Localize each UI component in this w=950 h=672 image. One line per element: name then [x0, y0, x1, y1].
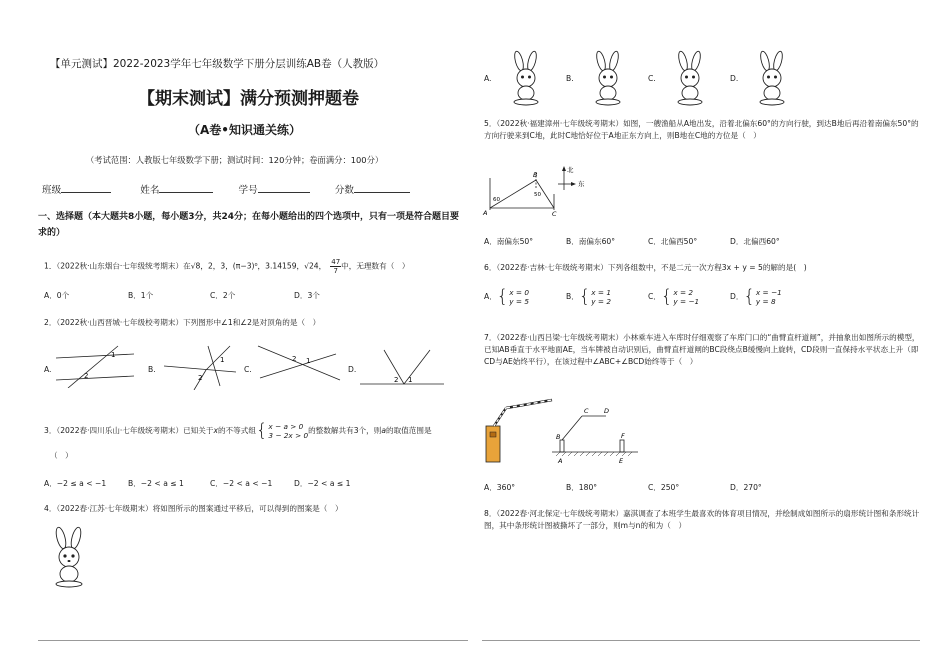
info-fields	[42, 182, 410, 196]
q4-rabbit-a	[513, 50, 538, 105]
q1-option-d[interactable]: D．3个	[294, 291, 320, 300]
q6-b-line2: y = 2	[591, 297, 611, 306]
q3-option-c[interactable]: C．−2 < a < −1	[210, 479, 273, 488]
q1-list: 2，3，(π−3)⁰，3.14159，	[207, 261, 305, 271]
q2-figure-a	[54, 344, 136, 388]
q5-east-label: 东	[578, 180, 585, 188]
q3-stem-d: 的取值范围是	[386, 426, 432, 435]
q5-option-d[interactable]: D．北偏西60°	[730, 237, 780, 246]
q7-label-a: A	[558, 457, 563, 465]
q3-var-x: x	[213, 426, 218, 435]
q2-option-d[interactable]: D.	[348, 365, 357, 374]
question-8: 8．（2022春·河北保定·七年级统考期末）嘉淇调查了本班学生最喜欢的体育项目情况，并绘制成如图所示的扇形统计图和条形统计图，其中条形统计图被撕坏了一部分，则m与n的和为（ ）	[484, 509, 920, 530]
q6-option-b[interactable]: B． { x = 1 y = 2	[566, 286, 611, 307]
left-footer-rule	[38, 640, 468, 641]
q4-option-c[interactable]: C.	[648, 74, 656, 83]
q6-c-label: C．	[648, 292, 661, 301]
q7-option-d[interactable]: D．270°	[730, 483, 762, 492]
q2c-label-2: 2	[292, 355, 297, 363]
q6-d-line2: y = 8	[755, 297, 776, 306]
q3-inequality-system: { x − a > 0 3 − 2x > 0	[255, 420, 309, 441]
q7-option-a[interactable]: A．360°	[484, 483, 516, 492]
q7-gate-post	[486, 426, 500, 462]
q6-option-d[interactable]: D． { x = −1 y = 8	[730, 286, 782, 307]
q1-root24: √24	[304, 261, 319, 271]
q5-figure	[482, 164, 612, 220]
question-6: 6．（2022春·吉林·七年级统考期末）下列各组数中，不是二元一次方程3x + y = 5的解的是( )	[484, 263, 807, 272]
q4-option-d[interactable]: D.	[730, 74, 739, 83]
q3-stem-b: 的不等式组	[217, 426, 256, 435]
q5-option-c[interactable]: C．北偏西50°	[648, 237, 698, 246]
q6-a-label: A．	[484, 292, 497, 301]
q4-option-a[interactable]: A.	[484, 74, 492, 83]
right-footer-rule	[482, 640, 920, 641]
name-blank[interactable]	[159, 183, 213, 193]
q6-d-label: D．	[730, 292, 744, 301]
q3-option-d[interactable]: D．−2 < a ≤ 1	[294, 479, 351, 488]
q6-c-line2: y = −1	[673, 297, 700, 306]
question-3	[44, 421, 432, 441]
q2a-label-1: 1	[111, 351, 116, 359]
q5-north-label: 北	[567, 166, 574, 174]
q7-label-b: B	[556, 433, 561, 441]
q5-angle-60: 60	[493, 197, 500, 203]
q3-stem-c: 的整数解共有3个，则	[308, 426, 382, 435]
q2-option-b[interactable]: B.	[148, 365, 156, 374]
q4-rabbit-b	[595, 50, 620, 105]
question-2: 2．（2022秋·山西晋城·七年级校考期末）下列图形中∠1和∠2是对顶角的是（ ）	[44, 318, 321, 327]
q7-label-d: D	[604, 407, 610, 415]
q4-rabbit-d	[759, 50, 784, 105]
q1-frac-den: 7	[333, 267, 338, 275]
q6-c-line1: x = 2	[673, 288, 694, 297]
q1-root8: √8	[190, 261, 201, 271]
q2d-label-2: 2	[394, 376, 399, 384]
q6-d-line1: x = −1	[755, 288, 782, 297]
q6-a-line1: x = 0	[509, 288, 529, 297]
q2d-label-1: 1	[408, 376, 413, 384]
q6-a-line2: y = 5	[509, 297, 529, 306]
q7-option-b[interactable]: B．180°	[566, 483, 598, 492]
q1-prefix: 1．（2022秋·山东烟台·七年级统考期末）在	[44, 261, 191, 271]
q1-option-b[interactable]: B．1个	[128, 291, 154, 300]
q7-label-e: E	[619, 457, 624, 465]
page-title: 【期末测试】满分预测押题卷	[138, 89, 359, 109]
info-class-label: 班级	[42, 185, 62, 196]
question-7: 7．（2022春·山西吕梁·七年级统考期末）小林乘车进入车库时仔细观察了车库门口的“曲臂直杆道闸”，并抽象出如图所示的模型，已知AB垂直于水平地面AE，当车牌被自动识别后，曲臂直杆道闸的BC段绕点B缓慢向上旋转，CD段则一直保持水平状态上升（即CD与AE始终平行），在该过程中∠ABC+∠BCD始终等于（ ）	[484, 333, 920, 366]
q5-angle-50: 50	[534, 192, 541, 198]
q1-option-a[interactable]: A．0个	[44, 291, 70, 300]
q6-option-c[interactable]: C． { x = 2 y = −1	[648, 286, 700, 307]
q2-figure-c	[256, 344, 344, 384]
q3-option-b[interactable]: B．−2 < a ≤ 1	[128, 479, 184, 488]
id-blank[interactable]	[258, 183, 310, 193]
question-5: 5．（2022秋·福建漳州·七年级统考期末）如图，一艘渔船从A地出发，沿着北偏东60°的方向行驶，到达B地后再沿着南偏东50°的方向行驶来到C地，此时C地恰好位于A地正东方向上，则B地在C地的方位是（ ）	[484, 119, 919, 140]
page-subtitle: （A卷•知识通关练）	[188, 123, 301, 137]
q4-option-rabbits	[482, 50, 822, 108]
info-id-label: 学号	[238, 185, 258, 196]
q6-option-a[interactable]: A． { x = 0 y = 5	[484, 286, 529, 307]
section1-heading: 一、选择题（本大题共8小题，每小题3分，共24分；在每小题给出的四个选项中，只有一项是符合题目要求的）	[38, 212, 460, 238]
q2b-label-1: 1	[220, 356, 225, 364]
q3-stem-a: 3．（2022春·四川乐山·七年级统考期末）已知关于	[44, 426, 214, 435]
question-1: 1．（2022秋·山东烟台·七年级统考期末）在√8，2，3，(π−3)⁰，3.14159，√24， $\frac{47}{7}$ 中，无理数有（ ）	[44, 258, 410, 275]
q7-option-c[interactable]: C．250°	[648, 483, 680, 492]
q3-ineq-2: 3 − 2x > 0	[268, 431, 309, 440]
q1-fraction	[330, 258, 341, 275]
q5-label-b: B	[533, 171, 538, 179]
q2c-label-1: 1	[306, 357, 311, 365]
q2-figure-d	[358, 344, 446, 388]
q2-figure-b	[158, 344, 238, 390]
q1-suffix: 中，无理数有（ ）	[341, 261, 410, 271]
score-blank[interactable]	[354, 183, 410, 193]
exam-header: 【单元测试】2022-2023学年七年级数学下册分层训练AB卷（人教版）	[50, 58, 385, 70]
q2-option-a[interactable]: A.	[44, 365, 52, 374]
question-4: 4．（2022春·江苏·七年级期末）将如图所示的图案通过平移后，可以得到的图案是（ ）	[44, 504, 343, 513]
q5-label-c: C	[552, 210, 557, 218]
q3-option-a[interactable]: A．−2 ≤ a < −1	[44, 479, 107, 488]
q7-label-c: C	[584, 407, 589, 415]
q3-ineq-1: x − a > 0	[268, 422, 304, 431]
q4-rabbit-figure	[44, 526, 94, 588]
q5-option-b[interactable]: B．南偏东60°	[566, 237, 616, 246]
q2a-label-2: 2	[84, 372, 89, 380]
q2-option-c[interactable]: C.	[244, 365, 252, 374]
q5-label-a: A	[483, 209, 488, 217]
q4-option-b[interactable]: B.	[566, 74, 574, 83]
q3-paren: （ ）	[50, 451, 73, 460]
q5-option-a[interactable]: A．南偏东50°	[484, 237, 534, 246]
q7-label-f: F	[621, 432, 625, 440]
q3-var-a: a	[381, 426, 386, 435]
q1-option-c[interactable]: C．2个	[210, 291, 236, 300]
q1-frac-num: 47	[331, 258, 341, 266]
q4-rabbit-c	[677, 50, 702, 105]
q6-b-label: B．	[566, 292, 579, 301]
class-blank[interactable]	[61, 183, 111, 193]
exam-scope: （考试范围：人教版七年级数学下册；测试时间：120分钟；卷面满分：100分）	[86, 155, 384, 165]
info-score-label: 分数	[334, 185, 354, 196]
q2b-label-2: 2	[198, 374, 203, 382]
q6-b-line1: x = 1	[591, 288, 611, 297]
q7-figure	[482, 396, 642, 466]
info-name-label: 姓名	[140, 185, 160, 196]
